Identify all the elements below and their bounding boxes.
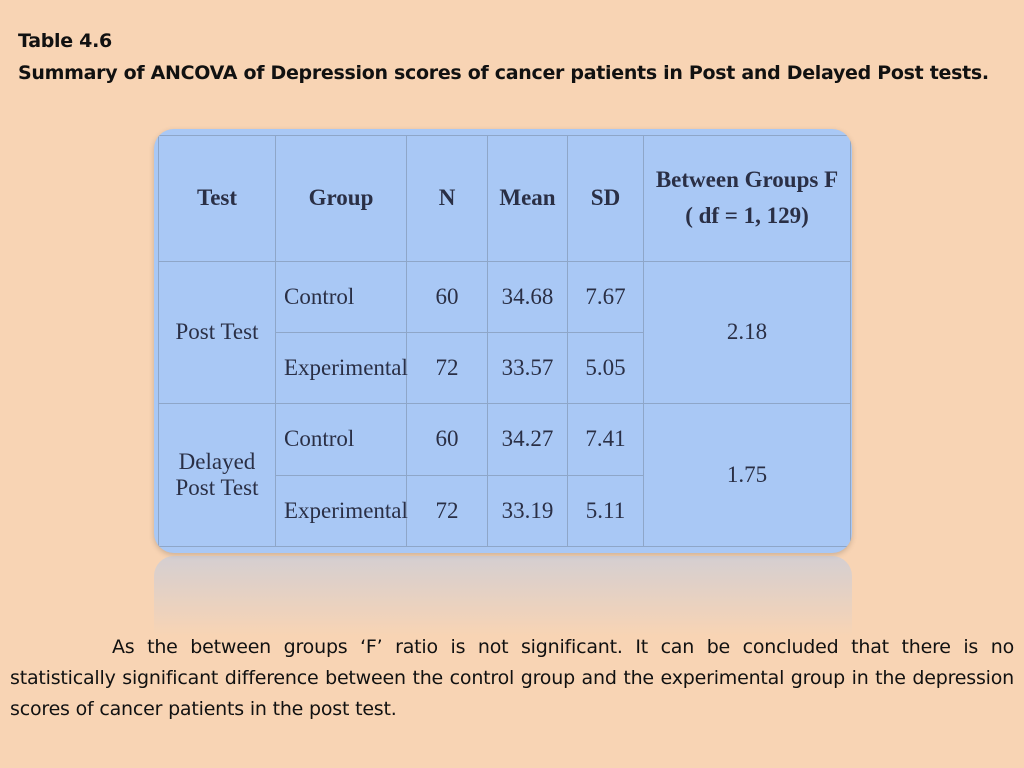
n-cell: 60 [407,261,488,332]
header-sd: SD [568,136,644,262]
ancova-summary-table [158,135,851,547]
table-row [159,404,851,475]
slide-heading [18,25,989,89]
f-value-cell: 2.18 [644,261,851,404]
test-cell-post [159,261,276,404]
header-group: Group [276,136,407,262]
sd-cell: 7.41 [568,404,644,475]
test-cell-delayed [159,404,276,547]
table-header-row [159,136,851,262]
header-n: N [407,136,488,262]
f-value-cell: 1.75 [644,404,851,547]
group-cell: Control [276,261,407,332]
table-title: Summary of ANCOVA of Depression scores of cancer patients in Post and Delayed Post tests. [18,62,989,84]
mean-cell: 34.68 [488,261,568,332]
test-label-line2: Post Test [175,475,259,501]
header-f-line1: Between Groups F [655,167,839,193]
test-label: Post Test [175,319,259,345]
sd-cell: 5.05 [568,332,644,403]
n-cell: 60 [407,404,488,475]
table-number: Table 4.6 [18,30,112,52]
test-label: Delayed [178,449,256,475]
sd-cell: 7.67 [568,261,644,332]
mean-cell: 33.19 [488,475,568,546]
conclusion-paragraph: As the between groups ‘F’ ratio is not significant. It can be concluded that there is no statistically significant difference between the control group and the experimental group in the depression scores of cancer patients in the post test. [10,636,1014,720]
table-card [154,129,852,553]
group-cell: Control [276,404,407,475]
header-between-groups-f [644,136,851,262]
group-cell: Experimental [276,332,407,403]
mean-cell: 34.27 [488,404,568,475]
n-cell: 72 [407,475,488,546]
header-test: Test [159,136,276,262]
mean-cell: 33.57 [488,332,568,403]
table-reflection [154,556,852,636]
group-cell: Experimental [276,475,407,546]
header-mean: Mean [488,136,568,262]
n-cell: 72 [407,332,488,403]
sd-cell: 5.11 [568,475,644,546]
header-f-line2: ( df = 1, 129) [685,203,809,229]
table-row [159,261,851,332]
